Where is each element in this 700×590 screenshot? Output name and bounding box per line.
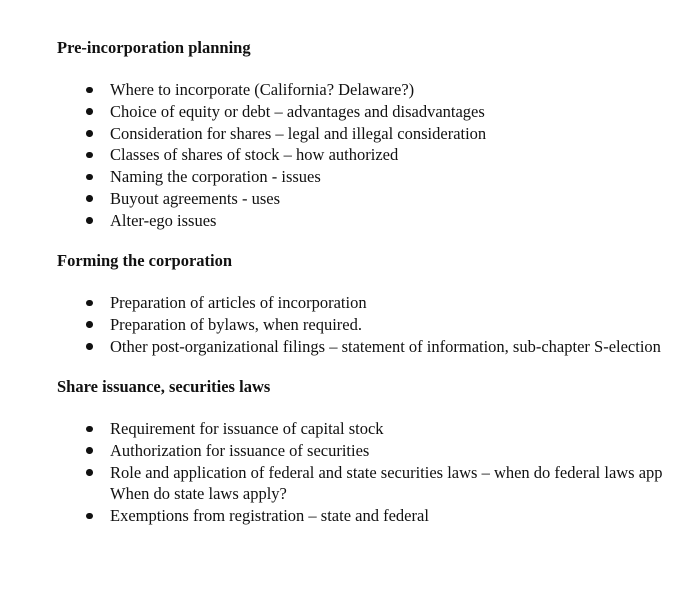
section-heading-pre-incorporation: Pre-incorporation planning — [57, 38, 251, 57]
bullet-icon — [86, 447, 93, 454]
bullet-icon — [86, 195, 93, 202]
list-item: Requirement for issuance of capital stock — [0, 418, 663, 440]
bullet-icon — [86, 426, 93, 433]
bullet-icon — [86, 108, 93, 115]
share-issuance-list — [0, 418, 663, 527]
list-item: Consideration for shares – legal and illegal consideration — [0, 123, 486, 145]
bullet-icon — [86, 152, 93, 159]
bullet-icon — [86, 300, 93, 307]
list-item: Authorization for issuance of securities — [0, 440, 663, 462]
list-item: Role and application of federal and state securities laws – when do federal laws app When do state laws apply? — [0, 462, 663, 506]
forming-list — [0, 292, 661, 357]
list-item: Preparation of articles of incorporation — [0, 292, 661, 314]
list-item: Naming the corporation - issues — [0, 166, 486, 188]
list-item: Classes of shares of stock – how authorized — [0, 144, 486, 166]
list-item: Choice of equity or debt – advantages and disadvantages — [0, 101, 486, 123]
list-item: Preparation of bylaws, when required. — [0, 314, 661, 336]
list-item: Where to incorporate (California? Delaware?) — [0, 79, 486, 101]
bullet-icon — [86, 174, 93, 181]
pre-incorporation-list — [0, 79, 486, 232]
list-item: Other post-organizational filings – statement of information, sub-chapter S-election — [0, 336, 661, 358]
bullet-icon — [86, 217, 93, 224]
section-heading-share-issuance: Share issuance, securities laws — [57, 377, 271, 396]
bullet-icon — [86, 87, 93, 94]
list-item: Exemptions from registration – state and federal — [0, 505, 663, 527]
bullet-icon — [86, 469, 93, 476]
section-heading-forming: Forming the corporation — [57, 251, 233, 270]
bullet-icon — [86, 513, 93, 520]
bullet-icon — [86, 321, 93, 328]
bullet-icon — [86, 130, 93, 137]
list-item: Alter-ego issues — [0, 210, 486, 232]
list-item: Buyout agreements - uses — [0, 188, 486, 210]
bullet-icon — [86, 343, 93, 350]
